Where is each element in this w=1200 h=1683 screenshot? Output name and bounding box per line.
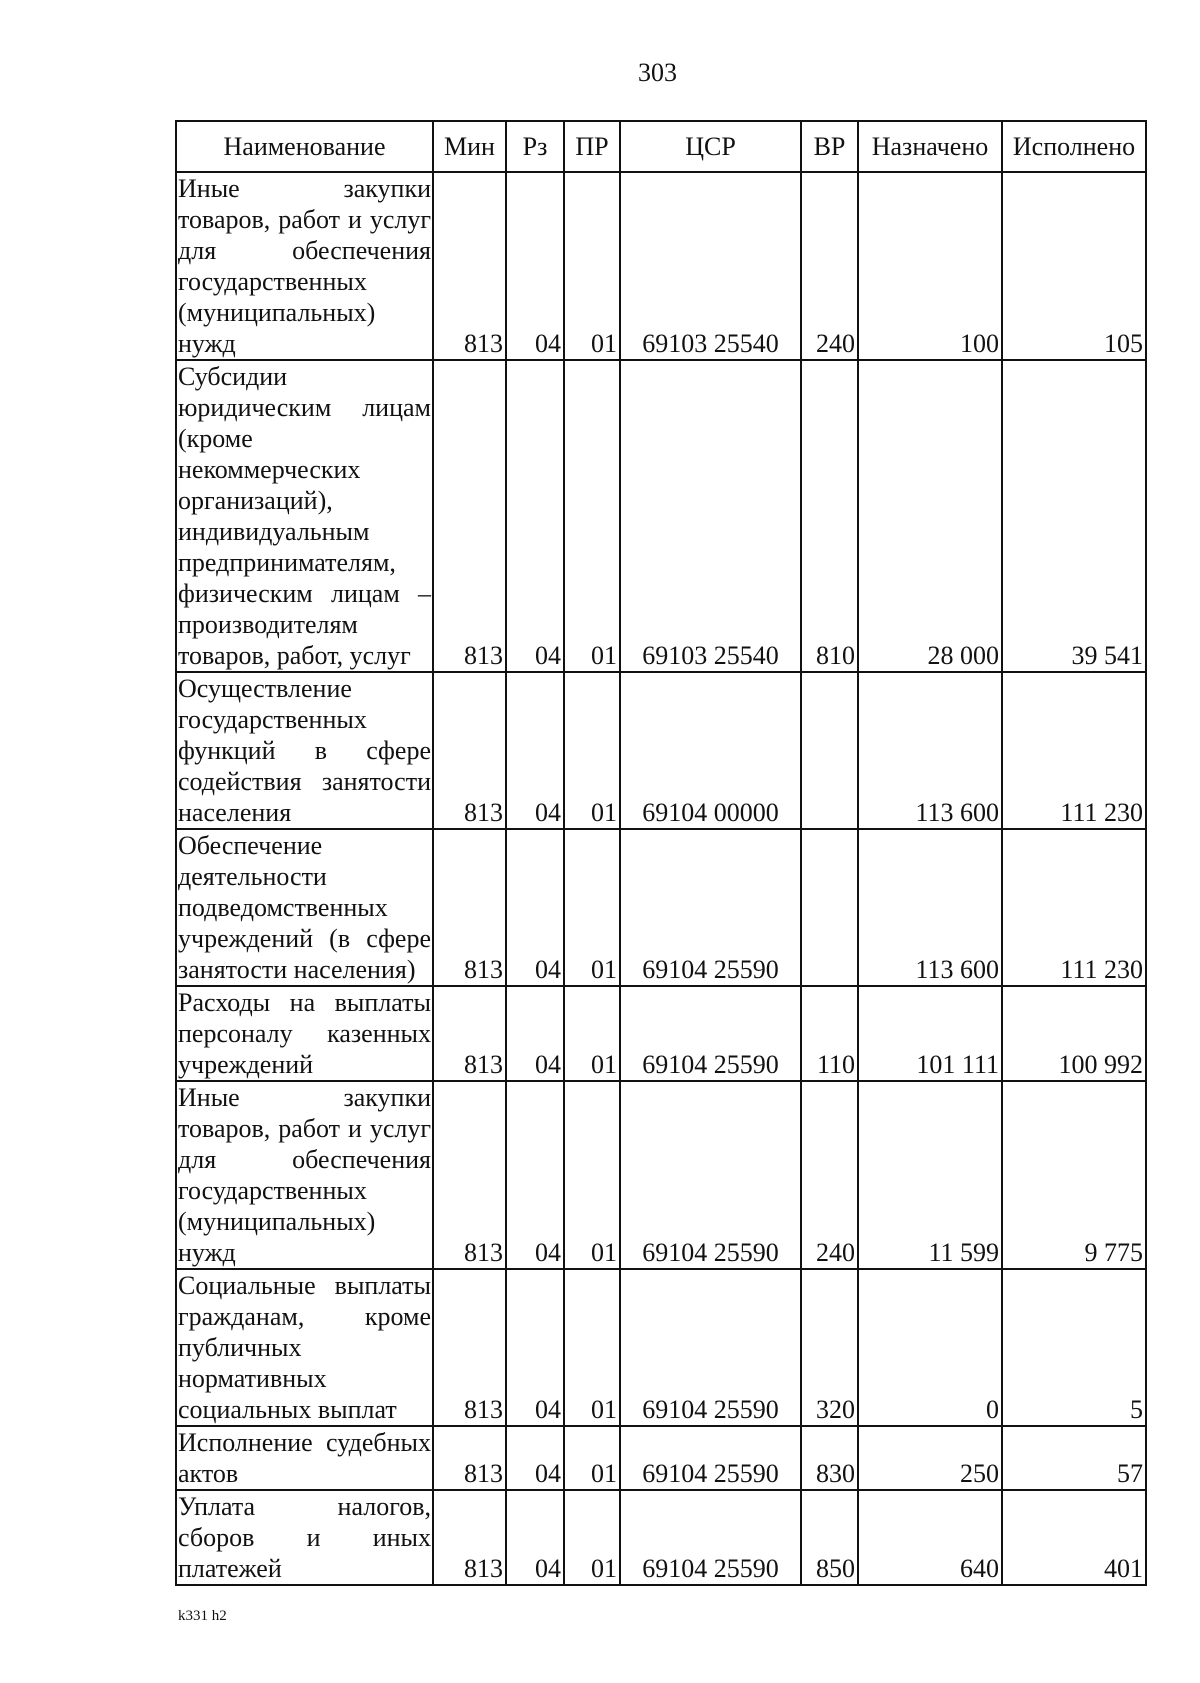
cell-pr: 01 [564,1269,620,1426]
cell-assigned: 101 111 [858,986,1002,1081]
header-rz: Рз [506,121,564,172]
table-row [176,360,1146,672]
cell-rz: 04 [506,1426,564,1490]
header-min: Мин [433,121,506,172]
cell-name: Субсидии юридическим лицам (кроме некоммерческих организаций), индивидуальным предпринимателям, физическим лицам – производителям товаров, работ, услуг [178,362,431,670]
cell-rz: 04 [506,829,564,986]
cell-assigned: 113 600 [858,672,1002,829]
cell-vr [801,672,858,829]
cell-csr: 69104 25590 [620,1426,801,1490]
cell-name: Расходы на выплаты персоналу казенных учреждений [178,988,431,1079]
cell-vr: 320 [801,1269,858,1426]
cell-name: Осуществление государственных функций в сфере содействия занятости населения [178,674,431,827]
cell-executed: 111 230 [1002,829,1146,986]
cell-pr: 01 [564,172,620,360]
cell-min: 813 [433,1269,506,1426]
cell-executed: 5 [1002,1269,1146,1426]
table-row [176,1269,1146,1426]
header-assigned: Назначено [858,121,1002,172]
cell-executed: 105 [1002,172,1146,360]
cell-name: Иные закупки товаров, работ и услуг для обеспечения государственных (муниципальных) нужд [178,1083,431,1267]
budget-table [175,120,1147,1586]
cell-csr: 69103 25540 [620,172,801,360]
cell-rz: 04 [506,672,564,829]
cell-rz: 04 [506,986,564,1081]
cell-rz: 04 [506,1490,564,1585]
cell-rz: 04 [506,1269,564,1426]
cell-csr: 69103 25540 [620,360,801,672]
cell-vr: 810 [801,360,858,672]
footer-code: k331 h2 [178,1608,227,1624]
cell-pr: 01 [564,1490,620,1585]
header-executed: Исполнено [1002,121,1146,172]
cell-min: 813 [433,1081,506,1269]
cell-name: Социальные выплаты гражданам, кроме публичных нормативных социальных выплат [178,1271,431,1424]
table-row [176,829,1146,986]
table-row [176,172,1146,360]
cell-pr: 01 [564,986,620,1081]
cell-csr: 69104 25590 [620,1269,801,1426]
cell-csr: 69104 25590 [620,1490,801,1585]
table-row [176,672,1146,829]
cell-name: Иные закупки товаров, работ и услуг для обеспечения государственных (муниципальных) нужд [178,174,431,358]
cell-csr: 69104 25590 [620,986,801,1081]
page-number: 303 [638,58,677,87]
cell-pr: 01 [564,829,620,986]
cell-rz: 04 [506,360,564,672]
cell-min: 813 [433,672,506,829]
cell-min: 813 [433,829,506,986]
cell-vr [801,829,858,986]
cell-pr: 01 [564,1426,620,1490]
cell-vr: 830 [801,1426,858,1490]
cell-assigned: 100 [858,172,1002,360]
cell-executed: 9 775 [1002,1081,1146,1269]
cell-csr: 69104 00000 [620,672,801,829]
cell-csr: 69104 25590 [620,1081,801,1269]
cell-min: 813 [433,986,506,1081]
cell-min: 813 [433,1426,506,1490]
header-name: Наименование [176,121,433,172]
cell-executed: 39 541 [1002,360,1146,672]
cell-csr: 69104 25590 [620,829,801,986]
table-row [176,1490,1146,1585]
cell-vr: 240 [801,172,858,360]
cell-min: 813 [433,1490,506,1585]
cell-min: 813 [433,360,506,672]
header-vr: ВР [801,121,858,172]
table-row [176,1081,1146,1269]
cell-assigned: 11 599 [858,1081,1002,1269]
cell-pr: 01 [564,1081,620,1269]
cell-name: Исполнение судебных актов [178,1428,431,1488]
cell-min: 813 [433,172,506,360]
cell-vr: 240 [801,1081,858,1269]
cell-name: Уплата налогов, сборов и иных платежей [178,1492,431,1583]
cell-assigned: 250 [858,1426,1002,1490]
table-row [176,1426,1146,1490]
cell-executed: 100 992 [1002,986,1146,1081]
cell-executed: 401 [1002,1490,1146,1585]
header-csr: ЦСР [620,121,801,172]
table-row [176,986,1146,1081]
cell-assigned: 640 [858,1490,1002,1585]
cell-vr: 110 [801,986,858,1081]
cell-assigned: 113 600 [858,829,1002,986]
cell-pr: 01 [564,672,620,829]
cell-rz: 04 [506,172,564,360]
cell-rz: 04 [506,1081,564,1269]
cell-name: Обеспечение деятельности подведомственных учреждений (в сфере занятости населения) [178,831,431,984]
cell-vr: 850 [801,1490,858,1585]
cell-assigned: 0 [858,1269,1002,1426]
header-pr: ПР [564,121,620,172]
cell-assigned: 28 000 [858,360,1002,672]
cell-executed: 111 230 [1002,672,1146,829]
table-header-row [176,121,1146,172]
cell-pr: 01 [564,360,620,672]
cell-executed: 57 [1002,1426,1146,1490]
